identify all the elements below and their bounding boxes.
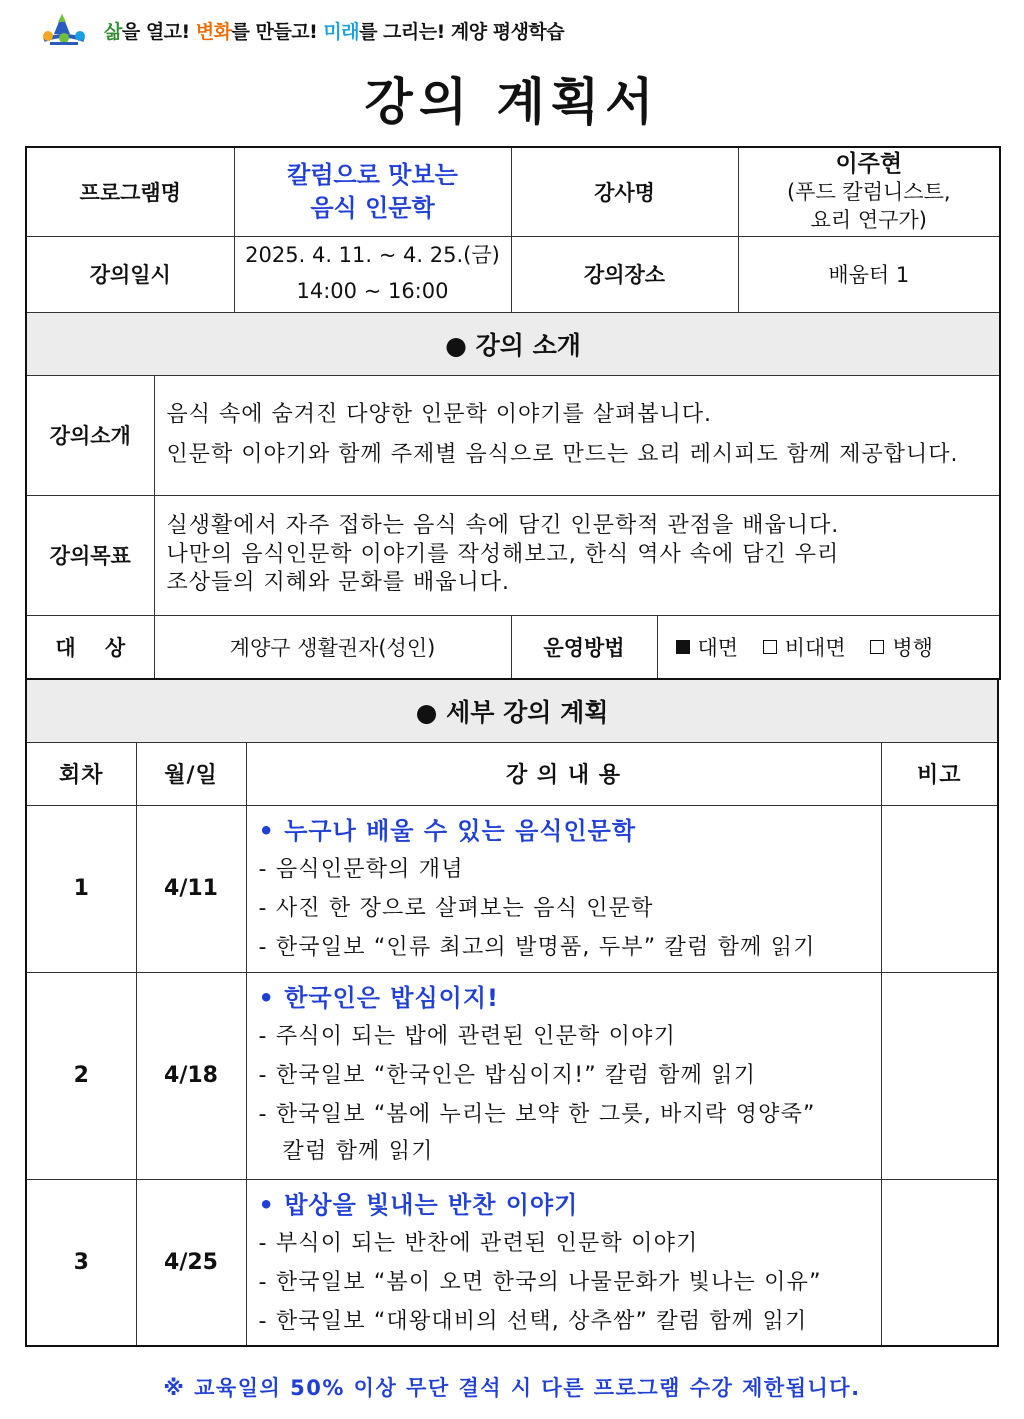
method-options: 대면 비대면 병행 bbox=[657, 615, 1000, 679]
attendance-notice: ※ 교육일의 50% 이상 무단 결석 시 다른 프로그램 수강 제한됩니다. bbox=[163, 1376, 861, 1400]
instructor-label: 강사명 bbox=[511, 147, 738, 236]
header-date: 월/일 bbox=[136, 742, 246, 805]
session-date: 4/11 bbox=[136, 805, 246, 972]
session-note bbox=[881, 805, 998, 972]
session-content: • 누구나 배울 수 있는 음식인문학 - 음식인문학의 개념 - 사진 한 장으로 살펴보는 음식 인문학 - 한국일보 “인류 최고의 발명품, 두부” 칼럼 함께 읽기 bbox=[246, 805, 881, 972]
program-label: 프로그램명 bbox=[26, 147, 234, 236]
session-note bbox=[881, 1179, 998, 1346]
table-row bbox=[26, 805, 998, 972]
table-row bbox=[26, 972, 998, 1179]
session-no: 3 bbox=[26, 1179, 136, 1346]
course-info-table bbox=[25, 146, 1001, 680]
header-session: 회차 bbox=[26, 742, 136, 805]
session-date: 4/18 bbox=[136, 972, 246, 1179]
checkbox-non-face-to-face[interactable] bbox=[763, 640, 777, 654]
session-no: 2 bbox=[26, 972, 136, 1179]
goal-label: 강의목표 bbox=[26, 495, 154, 615]
session-date: 4/25 bbox=[136, 1179, 246, 1346]
table-row bbox=[26, 1179, 998, 1346]
checkbox-face-to-face[interactable] bbox=[676, 640, 690, 654]
date-label: 강의일시 bbox=[26, 236, 234, 312]
venue-label: 강의장소 bbox=[511, 236, 738, 312]
session-note bbox=[881, 972, 998, 1179]
session-content: • 밥상을 빛내는 반찬 이야기 - 부식이 되는 반찬에 관련된 인문학 이야기 - 한국일보 “봄이 오면 한국의 나물문화가 빛나는 이유” - 한국일보 “대왕대비의 선택, 상추쌈” 칼럼 함께 읽기 bbox=[246, 1179, 881, 1346]
date-value: 2025. 4. 11. ~ 4. 25.(금) 14:00 ~ 16:00 bbox=[234, 236, 511, 312]
intro-label: 강의소개 bbox=[26, 375, 154, 495]
checkbox-hybrid[interactable] bbox=[870, 640, 884, 654]
session-content: • 한국인은 밥심이지! - 주식이 되는 밥에 관련된 인문학 이야기 - 한국일보 “한국인은 밥심이지!” 칼럼 함께 읽기 - 한국일보 “봄에 누리는 보약 한 그릇, 바지락 영양죽” 칼럼 함께 읽기 bbox=[246, 972, 881, 1179]
document-title: 강의 계획서 bbox=[364, 73, 660, 131]
page-header bbox=[40, 12, 564, 48]
plan-section-title: ● 세부 강의 계획 bbox=[26, 679, 998, 742]
intro-section-title: ● 강의 소개 bbox=[26, 312, 1000, 375]
program-value: 칼럼으로 맛보는 음식 인문학 bbox=[234, 147, 511, 236]
lifelong-learning-logo-icon bbox=[40, 12, 88, 48]
goal-text: 실생활에서 자주 접하는 음식 속에 담긴 인문학적 관점을 배웁니다. 나만의 음식인문학 이야기를 작성해보고, 한식 역사 속에 담긴 우리 조상들의 지혜와 문화를 배웁니다. bbox=[154, 495, 1000, 615]
lecture-plan-table bbox=[25, 678, 999, 1347]
target-label: 대 상 bbox=[26, 615, 154, 679]
venue-value: 배움터 1 bbox=[738, 236, 1000, 312]
slogan: 삶을 열고! 변화를 만들고! 미래를 그리는! 계양 평생학습 bbox=[104, 20, 565, 43]
intro-text: 음식 속에 숨겨진 다양한 인문학 이야기를 살펴봅니다. 인문학 이야기와 함께 주제별 음식으로 만드는 요리 레시피도 함께 제공합니다. bbox=[154, 375, 1000, 495]
target-value: 계양구 생활권자(성인) bbox=[154, 615, 511, 679]
header-note: 비고 bbox=[881, 742, 998, 805]
instructor-value: 이주현 (푸드 칼럼니스트, 요리 연구가) bbox=[738, 147, 1000, 236]
session-no: 1 bbox=[26, 805, 136, 972]
header-content: 강 의 내 용 bbox=[246, 742, 881, 805]
method-label: 운영방법 bbox=[511, 615, 657, 679]
